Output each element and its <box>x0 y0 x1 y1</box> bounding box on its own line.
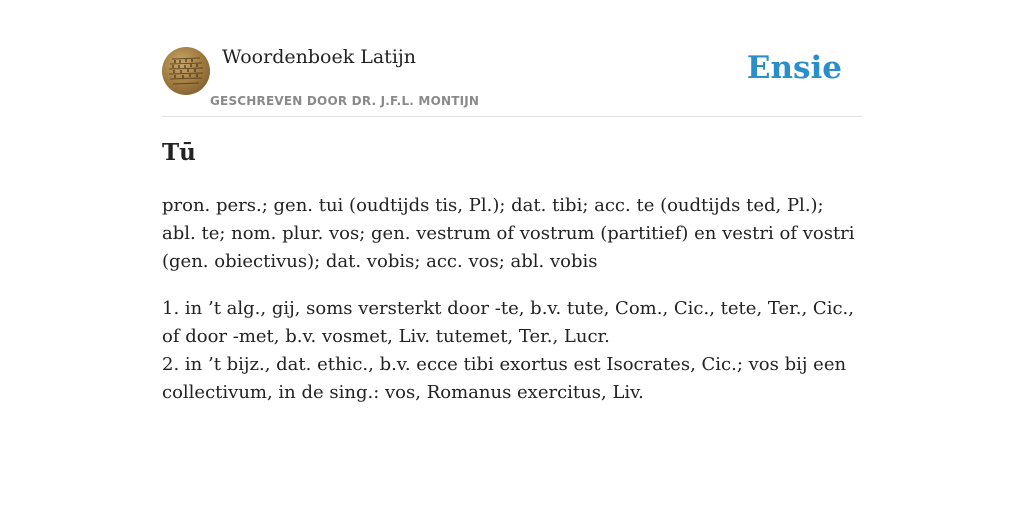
book-header <box>162 0 862 117</box>
entry-sense-2: 2. in ’t bijz., dat. ethic., b.v. ecce tibi exortus est Isocrates, Cic.; vos bij een collectivum, in de sing.: vos, Romanus exercitus, Liv. <box>162 354 847 403</box>
entry-senses <box>162 295 862 407</box>
entry-grammar: pron. pers.; gen. tui (oudtijds tis, Pl.); dat. tibi; acc. te (oudtijds ted, Pl.); abl. te; nom. plur. vos; gen. vestrum of vostrum (partitief) en vestri of vostri (gen. obiectivus); dat. vobis; acc. vos; abl. vobis <box>162 195 855 272</box>
book-title-link[interactable]: Woordenboek Latijn <box>222 46 417 68</box>
author-line: GESCHREVEN DOOR DR. J.F.L. MONTIJN <box>210 94 480 108</box>
entry-headword: Tū <box>162 139 196 166</box>
ensie-logo-link[interactable]: Ensie <box>746 50 842 86</box>
entry-sense-1: 1. in ’t alg., gij, soms versterkt door -te, b.v. tute, Com., Cic., tete, Ter., Cic., of door -met, b.v. vosmet, Liv. tutemet, Ter., Lucr. <box>162 298 854 347</box>
page-container <box>162 0 862 403</box>
latin-inscription-coin-icon[interactable] <box>162 47 210 95</box>
entry-body <box>162 192 862 426</box>
